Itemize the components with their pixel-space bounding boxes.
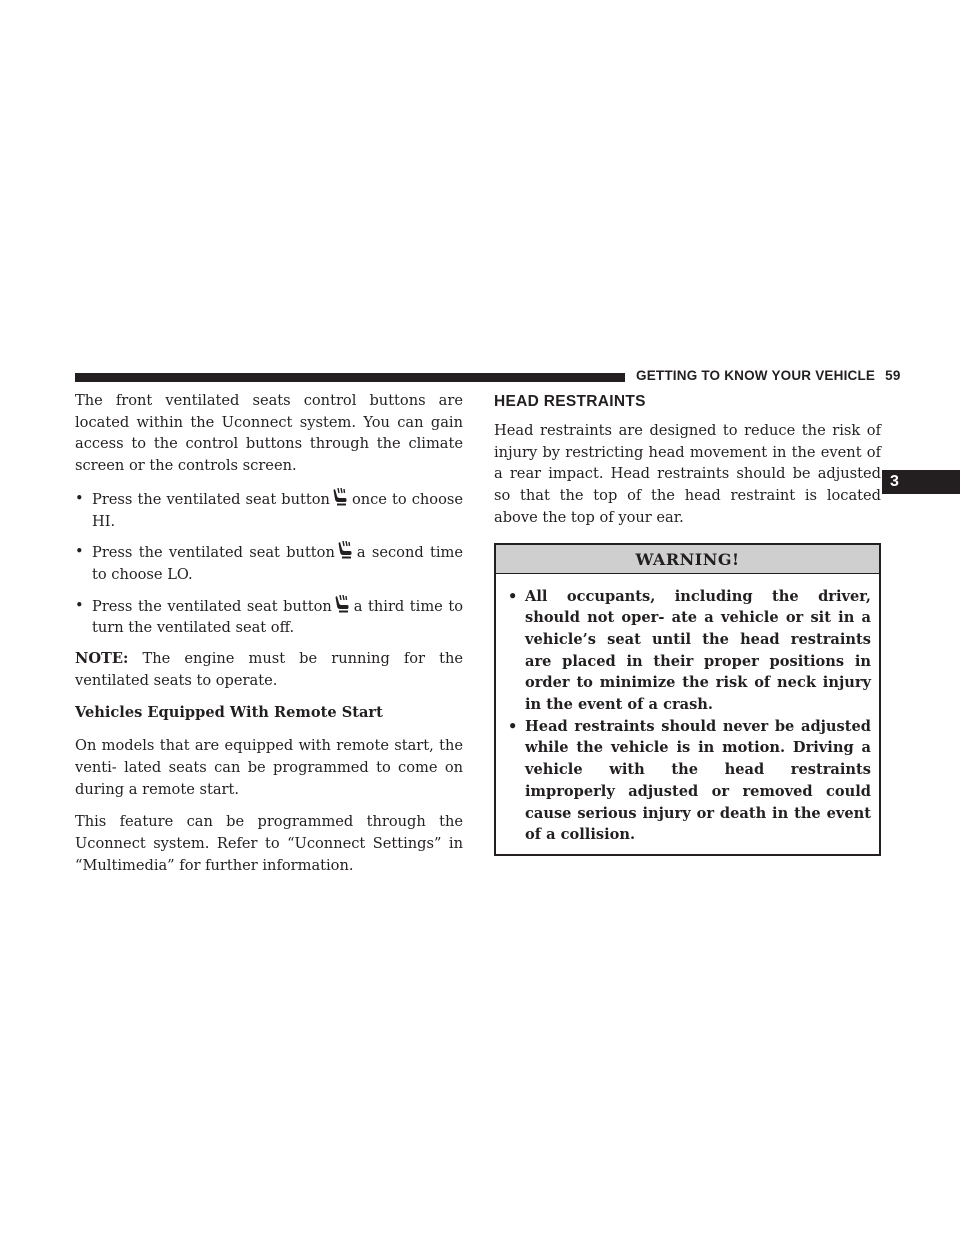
intro-paragraph: The front ventilated seats control buttons are located within the Uconnect system. You can gain access to the control buttons through the climate screen or the controls screen. [75, 392, 463, 475]
bullet-dot: • [75, 596, 84, 614]
section-heading: HEAD RESTRAINTS [494, 393, 646, 410]
ventilated-seat-icon [338, 541, 353, 559]
right-column [494, 390, 881, 856]
program-paragraph: This feature can be programmed through the Uconnect system. Refer to “Uconnect Settings” in “Multimedia” for further information. [75, 813, 463, 874]
page-number: 59 [885, 368, 901, 383]
ventilated-seat-icon [335, 595, 350, 613]
warning-item [508, 586, 871, 716]
warning-body [496, 574, 879, 854]
warning-item-text: Head restraints should never be adjusted while the vehicle is in motion. Driving a vehicle with the head restraints improperly adjusted or removed could cause serious injury or death in the event of a collision. [525, 717, 871, 844]
bullet-text-before: Press the ventilated seat button [92, 490, 330, 508]
warning-item [508, 716, 871, 846]
bullet-text-after: a third time to turn the ventilated seat off. [92, 597, 463, 637]
bullet-text-after: once to choose HI. [92, 490, 463, 530]
chapter-tab: 3 [882, 470, 960, 494]
bullet-dot: • [75, 489, 84, 507]
bullet-text-before: Press the ventilated seat button [92, 544, 335, 562]
note-text: The engine must be running for the ventilated seats to operate. [75, 650, 463, 689]
ventilated-seat-icon [333, 488, 348, 506]
running-header [636, 368, 901, 383]
warning-box [494, 543, 881, 856]
note-paragraph [75, 648, 463, 691]
remote-start-paragraph: On models that are equipped with remote start, the venti- lated seats can be programmed to come on during a remote start. [75, 737, 463, 798]
warning-item-text: All occupants, including the driver, should not oper- ate a vehicle or sit in a vehicle’s seat until the head restraints are placed in their proper positions in order to minimize the risk of neck injury in the event of a crash. [525, 587, 871, 714]
bullet-dot: • [75, 543, 84, 561]
bullet-dot: • [508, 587, 518, 605]
list-item [75, 541, 463, 585]
list-item [75, 595, 463, 639]
left-column [75, 390, 463, 887]
head-restraints-paragraph: Head restraints are designed to reduce the risk of injury by restricting head movement in the event of a rear impact. Head restraints should be adjusted so that the top of the head restraint is located above the top of your ear. [494, 422, 881, 526]
bullet-text-before: Press the ventilated seat button [92, 597, 332, 615]
note-label: NOTE: [75, 650, 129, 668]
list-item [75, 488, 463, 532]
warning-title: WARNING! [496, 545, 879, 574]
header-rule [75, 373, 625, 382]
bullet-dot: • [508, 717, 518, 735]
remote-start-subheading: Vehicles Equipped With Remote Start [75, 704, 383, 722]
bullet-text-after: a second time to choose LO. [92, 544, 463, 583]
section-title: GETTING TO KNOW YOUR VEHICLE [636, 368, 876, 383]
